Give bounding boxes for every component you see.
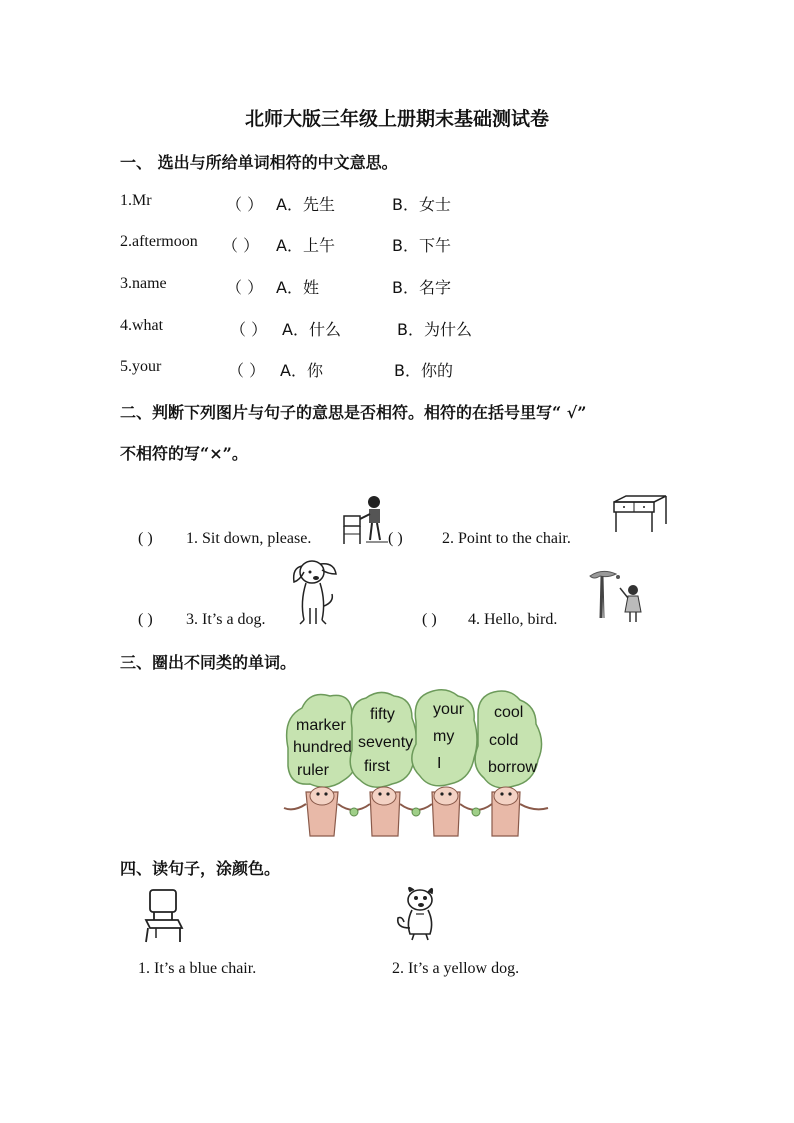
- sentence: 2. Point to the chair.: [442, 530, 571, 547]
- sentence: 2. It’s a yellow dog.: [392, 960, 520, 977]
- answer-paren[interactable]: （ ）: [226, 195, 264, 214]
- option-b: B．下午: [392, 236, 451, 255]
- sentence: 3. It’s a dog.: [186, 611, 266, 628]
- question-word: 3.name: [120, 275, 167, 292]
- dog-picture: [290, 558, 340, 628]
- answer-paren[interactable]: （ ）: [228, 361, 266, 380]
- question-word: 5.your: [120, 358, 162, 375]
- option-a: A．你: [280, 361, 323, 380]
- tree-word[interactable]: first: [364, 758, 390, 775]
- chair-picture[interactable]: [142, 888, 184, 944]
- section-3-heading: 三、圈出不同类的单词。: [120, 653, 297, 672]
- tree-word[interactable]: borrow: [488, 759, 537, 776]
- answer-paren[interactable]: （ ）: [226, 278, 264, 297]
- section-1-heading: 一、 选出与所给单词相符的中文意思。: [120, 153, 398, 172]
- tree-word[interactable]: my: [433, 728, 455, 745]
- tree-word[interactable]: cold: [489, 732, 519, 749]
- option-a: A．什么: [282, 320, 341, 339]
- answer-paren[interactable]: ( ): [422, 611, 437, 628]
- sentence: 4. Hello, bird.: [468, 611, 558, 628]
- sentence: 1. It’s a blue chair.: [138, 960, 257, 977]
- tree-word[interactable]: marker: [296, 717, 346, 734]
- question-word: 1.Mr: [120, 192, 152, 209]
- answer-paren[interactable]: ( ): [138, 530, 153, 547]
- sentence: 1. Sit down, please.: [186, 530, 312, 547]
- question-word: 2.aftermoon: [120, 233, 198, 250]
- boy-desk-picture: [340, 492, 392, 548]
- tree-word[interactable]: ruler: [297, 762, 330, 779]
- dog-small-picture[interactable]: [392, 886, 442, 944]
- girl-tree-bird-picture: [586, 568, 646, 626]
- option-b: B．为什么: [397, 320, 472, 339]
- option-a: A．先生: [276, 195, 335, 214]
- option-b: B．女士: [392, 195, 451, 214]
- answer-paren[interactable]: ( ): [138, 611, 153, 628]
- section-2-heading-line2: 不相符的写“×”。: [120, 444, 248, 463]
- option-b: B．你的: [394, 361, 453, 380]
- desk-picture: [608, 494, 668, 536]
- option-a: A．姓: [276, 278, 319, 297]
- tree-word[interactable]: fifty: [370, 706, 395, 723]
- tree-word[interactable]: seventy: [358, 734, 414, 751]
- tree-word[interactable]: your: [433, 701, 465, 718]
- option-b: B．名字: [392, 278, 451, 297]
- option-a: A．上午: [276, 236, 335, 255]
- answer-paren[interactable]: （ ）: [230, 320, 268, 339]
- section-4-heading: 四、读句子，涂颜色。: [120, 859, 281, 878]
- answer-paren[interactable]: （ ）: [222, 236, 260, 255]
- answer-paren[interactable]: ( ): [388, 530, 403, 547]
- question-word: 4.what: [120, 317, 164, 334]
- page-title: 北师大版三年级上册期末基础测试卷: [244, 108, 549, 130]
- tree-word[interactable]: hundred: [293, 739, 352, 756]
- tree-word[interactable]: cool: [494, 704, 524, 721]
- tree-word[interactable]: I: [437, 755, 442, 772]
- section-2-heading-line1: 二、判断下列图片与句子的意思是否相符。相符的在括号里写“ √”: [120, 403, 587, 422]
